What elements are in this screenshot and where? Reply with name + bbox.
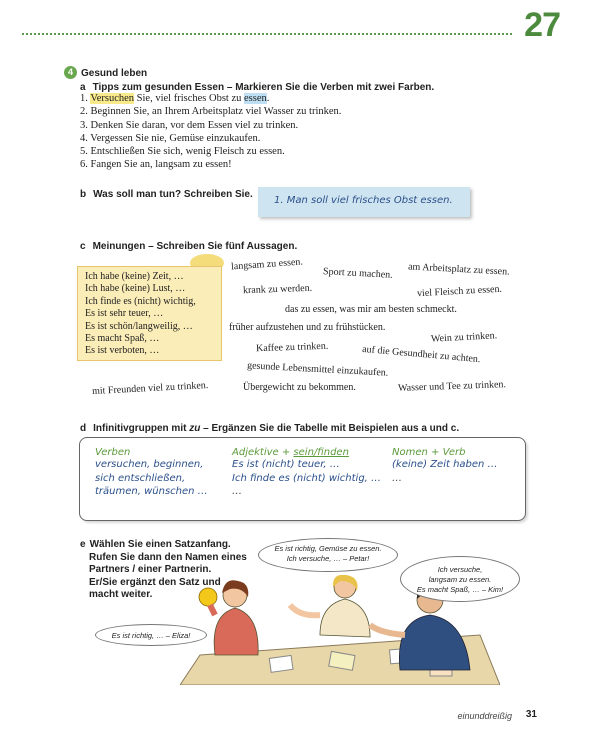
section-b-title: Was soll man tun? Schreiben Sie. — [93, 189, 253, 200]
sentence-starters — [85, 271, 196, 358]
section-a-title: Tipps zum gesunden Essen – Markieren Sie die Verben mit zwei Farben. — [92, 82, 435, 93]
man-shirt — [399, 615, 470, 670]
section-c-letter: c — [80, 241, 86, 252]
column-header: Adjektive + sein/finden — [232, 447, 349, 458]
section-d-heading: d Infinitivgruppen mit zu – Ergänzen Sie die Tabelle mit Beispielen aus a und c. — [80, 423, 460, 434]
phrase-card: am Arbeitsplatz zu essen. — [407, 261, 510, 278]
speech-bubble-petar: Es ist richtig, Gemüse zu essen. Ich versuche, … – Petar! — [258, 538, 398, 572]
man-arm — [370, 625, 405, 635]
tip-item: 6. Fangen Sie an, langsam zu essen! — [80, 159, 232, 171]
paper — [269, 655, 293, 672]
table-cell: Ich finde es (nicht) wichtig, … — [232, 472, 382, 484]
tip-item: 3. Denken Sie daran, vor dem Essen viel zu trinken. — [80, 119, 299, 131]
highlight-verb-blue: essen — [243, 93, 267, 104]
table-cell: (keine) Zeit haben … — [392, 459, 498, 470]
section-e-instructions: e Wählen Sie einen Satzanfang. Rufen Sie dann den Namen eines Partners / einer Partnerin. Er/Sie ergänzt den Satz und macht weiter. — [80, 539, 247, 600]
starter: Ich habe (keine) Zeit, … — [85, 271, 184, 282]
tip-item-1: 1. Versuchen Sie, viel frisches Obst zu essen. — [80, 93, 270, 104]
tip-item: 5. Entschließen Sie sich, wenig Fleisch zu essen. — [80, 146, 285, 158]
speech-bubble-eliza: Es ist richtig, … – Eliza! — [95, 624, 207, 646]
section-a-letter: a — [80, 82, 86, 93]
highlight-verb-yellow: Versuchen — [90, 93, 135, 104]
starter: Ich habe (keine) Lust, … — [85, 283, 186, 295]
phrase-card: gesunde Lebensmittel einzukaufen. — [246, 360, 389, 379]
starter: Es ist sehr teuer, … — [85, 308, 164, 320]
section-d-letter: d — [80, 423, 87, 434]
section-c-title: Meinungen – Schreiben Sie fünf Aussagen. — [92, 241, 298, 252]
phrase-card: das zu essen, was mir am besten schmeckt. — [285, 304, 457, 315]
section-e-letter: e — [80, 539, 86, 550]
phrase-card: viel Fleisch zu essen. — [416, 283, 503, 300]
starter: Ich finde es (nicht) wichtig, — [85, 295, 196, 307]
exercise-title: Gesund leben — [81, 68, 148, 79]
table-cell: versuchen, beginnen, — [95, 459, 204, 470]
table-cell: träumen, wünschen … — [95, 486, 208, 497]
header-dotted-rule — [22, 33, 512, 35]
table-column-adjectives — [232, 447, 381, 499]
section-b-letter: b — [80, 189, 87, 200]
table-column-verbs — [95, 447, 208, 499]
chapter-number: 27 — [524, 6, 560, 44]
blonde-woman-top — [320, 599, 370, 637]
phrase-card: langsam zu essen. — [230, 256, 304, 273]
column-header: Verben — [95, 447, 131, 458]
table-cell: Es ist (nicht) teuer, … — [232, 459, 340, 470]
table-cell: … — [392, 472, 402, 484]
page-number-word: einunddreißig — [457, 711, 512, 721]
phrase-card: Kaffee zu trinken. — [255, 340, 329, 355]
starter: Es ist schön/langweilig, … — [85, 320, 193, 332]
phrase-card: Wasser und Tee zu trinken. — [397, 379, 507, 394]
table-cell: … — [232, 486, 242, 497]
phrase-card: Übergewicht zu bekommen. — [243, 382, 356, 393]
starter: Es macht Spaß, … — [85, 333, 160, 345]
column-header: Nomen + Verb — [392, 447, 466, 458]
section-c-heading — [80, 236, 297, 254]
page-number: 31 — [525, 709, 537, 720]
section-d-title: Infinitivgruppen mit — [93, 423, 190, 434]
phrase-card: Wein zu trinken. — [430, 330, 498, 345]
phrase-card: Sport zu machen. — [322, 266, 393, 281]
table-column-nouns — [392, 447, 498, 485]
section-b-heading — [80, 184, 253, 202]
phrase-card: früher aufzustehen und zu frühstücken. — [229, 322, 386, 333]
table-cell: sich entschließen, — [95, 472, 186, 484]
ball — [199, 588, 217, 606]
starter: Es ist verboten, … — [85, 345, 160, 357]
tip-item: 4. Vergessen Sie nie, Gemüse einzukaufen. — [80, 132, 261, 144]
woman-arm — [210, 605, 215, 615]
blonde-woman-arm — [290, 605, 320, 615]
phrase-card: mit Freunden viel zu trinken. — [91, 379, 209, 398]
phrase-card: krank zu werden. — [242, 282, 313, 297]
exercise-number-badge: 4 — [64, 66, 77, 79]
phrase-card: auf die Gesundheit zu achten. — [361, 343, 481, 366]
example-answer: 1. Man soll viel frisches Obst essen. — [274, 195, 453, 206]
tip-item: 2. Beginnen Sie, an Ihrem Arbeitsplatz viel Wasser zu trinken. — [80, 106, 342, 118]
speech-bubble-kim: Ich versuche, langsam zu essen. Es macht Spaß, … – Kim! — [400, 556, 520, 602]
tips-list — [80, 92, 480, 172]
woman-shirt — [214, 608, 258, 655]
